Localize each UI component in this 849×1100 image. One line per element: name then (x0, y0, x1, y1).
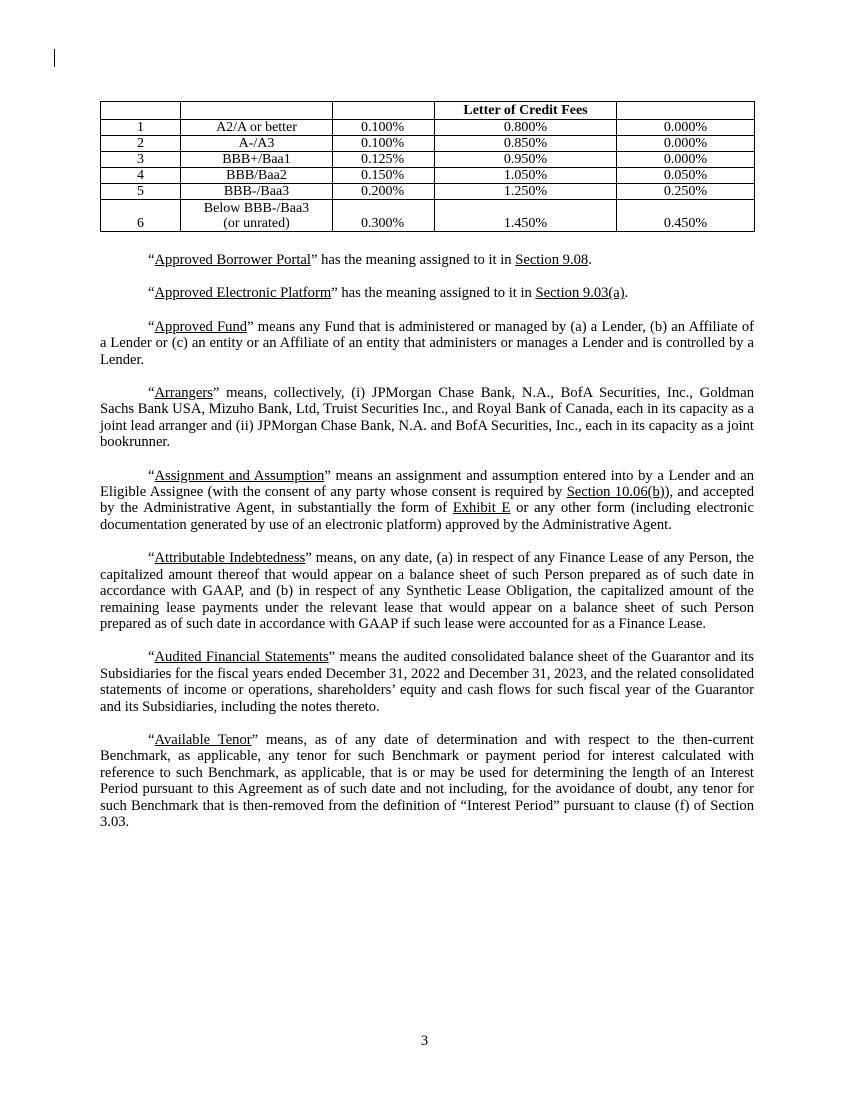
lc-fee-cell: 0.850% (435, 136, 617, 152)
table-row (101, 200, 755, 232)
lc-fee-cell: 0.800% (435, 120, 617, 136)
margin-cell: 0.000% (617, 136, 755, 152)
rating-cell: A-/A3 (181, 136, 333, 152)
defined-term: Approved Fund (154, 318, 248, 335)
definition-text: ), and accepted by the Administrative Agent, in substantially the form of (100, 484, 754, 517)
level-cell: 4 (101, 168, 181, 184)
definition-text: ” means, on any date, (a) in respect of any Finance Lease of any Person, the capitalized amount thereof that would appear on a balance sheet of such Person prepared as of such date in accordance with GAAP, and (b) in respect of any Synthetic Lease Obligation, the capitalized amount of the remaining lease payments under the relevant lease that would appear on a balance sheet of such Person prepared as of such date in accordance with GAAP if such lease were accounted for as a Finance Lease. (100, 550, 754, 632)
definition-approved-borrower-portal (100, 252, 754, 268)
quote: “ (148, 550, 155, 567)
rating-line: Below BBB-/Baa3 (203, 201, 310, 216)
table-row (101, 184, 755, 200)
definition-text: ” means the audited consolidated balance sheet of the Guarantor and its Subsidiaries for the fiscal years ended December 31, 2022 and December 31, 2023, and the related consolidated statements of income or operations, shareholders’ equity and cash flows for such fiscal year of the Guarantor and its Subsidiaries, including the notes thereto. (100, 649, 754, 715)
rating-cell: BBB+/Baa1 (181, 152, 333, 168)
rate-cell: 0.125% (333, 152, 435, 168)
margin-cell: 0.000% (617, 152, 755, 168)
definition-text: ” means, collectively, (i) JPMorgan Chase Bank, N.A., BofA Securities, Inc., Goldman Sachs Bank USA, Mizuho Bank, Ltd, Truist Securities Inc., and Royal Bank of Canada, each in its capacity as a joint lead arranger and (ii) JPMorgan Chase Bank, N.A. and BofA Securities, Inc., each in its capacity as a joint bookrunner. (100, 385, 754, 451)
header-cell (101, 102, 181, 120)
rate-cell: 0.300% (333, 200, 435, 232)
definition-text: . (624, 285, 629, 302)
definition-assignment-and-assumption (100, 468, 754, 534)
definition-text: . (588, 252, 592, 268)
level-cell: 6 (101, 200, 181, 232)
rating-cell: BBB-/Baa3 (181, 184, 333, 200)
quote: “ (148, 731, 155, 748)
lc-fee-cell: 1.450% (435, 200, 617, 232)
margin-cell: 0.050% (617, 168, 755, 184)
rating-cell (181, 200, 333, 232)
page-number: 3 (420, 1033, 429, 1049)
defined-term: Audited Financial Statements (154, 649, 329, 666)
document-page (100, 101, 754, 830)
defined-term: Available Tenor (154, 731, 252, 748)
definition-approved-electronic-platform (100, 285, 754, 301)
fee-table (100, 101, 755, 232)
defined-term: Assignment and Assumption (154, 467, 325, 484)
header-cell (617, 102, 755, 120)
rating-cell: BBB/Baa2 (181, 168, 333, 184)
lc-fee-cell: 1.050% (435, 168, 617, 184)
margin-cell: 0.000% (617, 120, 755, 136)
table-row (101, 120, 755, 136)
definition-approved-fund (100, 319, 754, 368)
level-cell: 1 (101, 120, 181, 136)
level-cell: 2 (101, 136, 181, 152)
definition-text: ” means, as of any date of determination and with respect to the then-current Benchmark, as applicable, any tenor for such Benchmark or payment period for interest calculated with reference to such Benchmark, as applicable, that is or may be used for determining the length of an Interest Period pursuant to this Agreement as of such date and not including, for the avoidance of doubt, any tenor for such Benchmark that is then-removed from the definition of “Interest Period” pursuant to clause (f) of Section 3.03. (100, 731, 754, 830)
quote: “ (148, 385, 155, 402)
lc-fee-cell: 0.950% (435, 152, 617, 168)
defined-term: Approved Borrower Portal (154, 252, 311, 268)
definition-available-tenor (100, 732, 754, 830)
margin-cell: 0.250% (617, 184, 755, 200)
table-row (101, 152, 755, 168)
level-cell: 3 (101, 152, 181, 168)
quote: “ (148, 252, 155, 268)
section-reference: Section 10.06(b) (566, 484, 665, 501)
definition-text: ” means an assignment and assumption entered into by a Lender and an Eligible Assignee (with the consent of any party whose consent is required by (100, 467, 754, 501)
definition-attributable-indebtedness (100, 550, 754, 632)
defined-term: Attributable Indebtedness (154, 550, 306, 567)
lc-fee-cell: 1.250% (435, 184, 617, 200)
header-cell: Letter of Credit Fees (435, 102, 617, 120)
definition-text: ” means any Fund that is administered or managed by (a) a Lender, (b) an Affiliate of a Lender or (c) an entity or an Affiliate of an entity that administers or manages a Lender and is controlled by a Lender. (100, 318, 754, 368)
table-row (101, 168, 755, 184)
quote: “ (148, 467, 155, 484)
definition-text: or any other form (including electronic documentation generated by use of an electronic platform) approved by the Administrative Agent. (100, 500, 754, 533)
text-cursor (54, 49, 55, 67)
definition-text: ” has the meaning assigned to it in (310, 252, 516, 268)
section-reference: Section 9.08 (515, 252, 589, 268)
rate-cell: 0.100% (333, 120, 435, 136)
header-cell (333, 102, 435, 120)
quote: “ (148, 285, 155, 302)
definition-audited-financial-statements (100, 649, 754, 715)
quote: “ (148, 318, 155, 335)
definition-text: ” has the meaning assigned to it in (331, 285, 536, 302)
quote: “ (148, 649, 155, 666)
margin-cell: 0.450% (617, 200, 755, 232)
level-cell: 5 (101, 184, 181, 200)
rating-line: (or unrated) (223, 216, 290, 231)
rate-cell: 0.150% (333, 168, 435, 184)
rate-cell: 0.100% (333, 136, 435, 152)
defined-term: Approved Electronic Platform (154, 285, 332, 302)
header-cell (181, 102, 333, 120)
table-row (101, 136, 755, 152)
rate-cell: 0.200% (333, 184, 435, 200)
section-reference: Section 9.03(a) (535, 285, 625, 302)
table-header-row (101, 102, 755, 120)
defined-term: Arrangers (154, 385, 213, 402)
exhibit-reference: Exhibit E (452, 500, 511, 517)
definition-arrangers (100, 385, 754, 451)
rating-cell: A2/A or better (181, 120, 333, 136)
